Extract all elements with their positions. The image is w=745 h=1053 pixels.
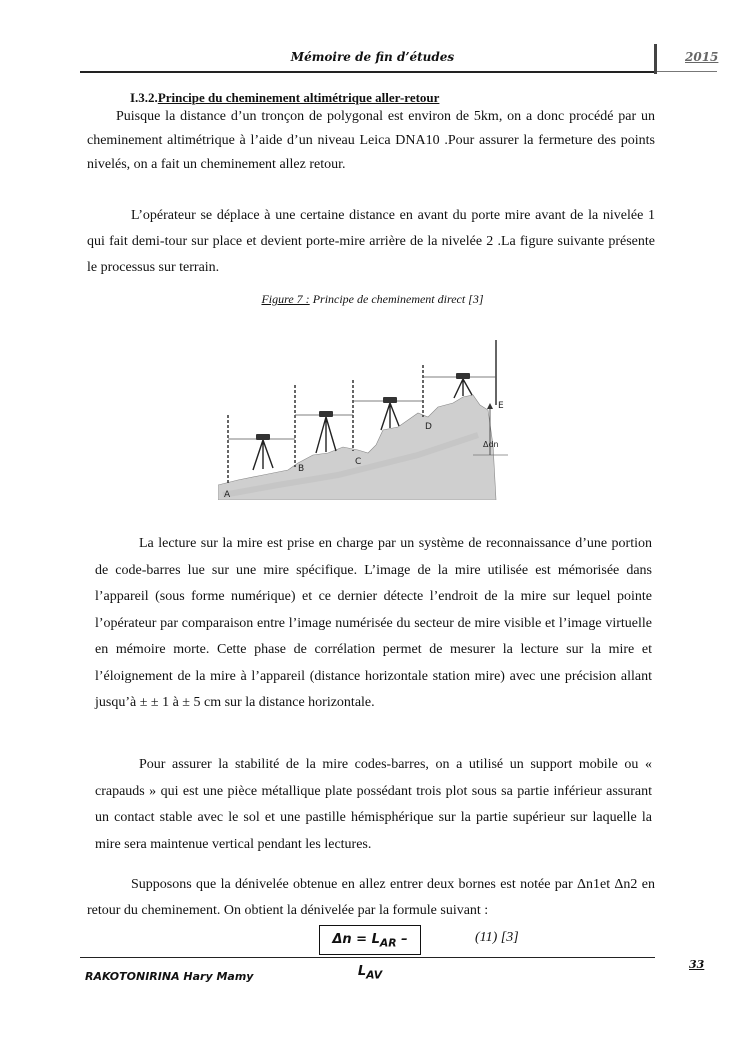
header-rule-right	[657, 71, 717, 72]
section-number: I.3.2.	[130, 90, 158, 105]
point-label-b: B	[298, 464, 305, 474]
figure-caption	[0, 292, 745, 307]
delta-label: Δdn	[483, 440, 499, 449]
section-heading	[130, 90, 439, 106]
figure-caption-text: Principe de cheminement direct [3]	[312, 292, 484, 306]
footer-rule	[80, 957, 655, 958]
formula-box	[319, 925, 421, 982]
header-divider	[654, 44, 657, 74]
section-title: Principe du cheminement altimétrique aller-retour	[157, 90, 440, 105]
paragraph-4: Pour assurer la stabilité de la mire codes-barres, on a utilisé un support mobile ou « crapauds » qui est une pièce métallique plate possédant trois plot sous sa partie inférieur assurant un contact stable avec le sol et une pastille hémisphérique sur la partie supérieur sur laquelle la mire sera maintenue vertical pendant les lectures.	[95, 757, 652, 852]
point-label-e: E	[498, 401, 504, 411]
point-label-c: C	[355, 457, 362, 467]
header-rule	[80, 71, 655, 73]
point-label-d: D	[425, 422, 432, 432]
paragraph-2: L’opérateur se déplace à une certaine distance en avant du porte mire avant de la nivelée 1 qui fait demi-tour sur place et devient porte-mire arrière de la nivelée 2 .La figure suivante présente le processus sur terrain.	[87, 208, 655, 275]
paragraph-1: Puisque la distance d’un tronçon de polygonal est environ de 5km, on a donc procédé par un cheminement altimétrique à l’aide d’un niveau Leica DNA10 .Pour assurer la fermeture des points nivelés, on a fait un cheminement allez retour.	[87, 109, 655, 172]
formula-sub-ar: AR	[379, 936, 397, 950]
formula-sub-av: AV	[366, 968, 383, 982]
paragraph-5: Supposons que la dénivelée obtenue en allez entrer deux bornes est notée par Δn1et Δn2 en retour du cheminement. On obtient la dénivelée par la formule suivant :	[87, 877, 655, 918]
figure-label: Figure 7 :	[261, 292, 310, 306]
header-year: 2015	[685, 50, 719, 64]
formula-minus: – L	[357, 932, 408, 979]
page-number: 33	[689, 958, 705, 971]
point-label-a: A	[224, 490, 231, 500]
formula-reference: (11) [3]	[475, 930, 519, 945]
formula-expr: Δn = L	[332, 932, 380, 947]
header-title: Mémoire de fin d’études	[290, 50, 455, 64]
paragraph-3: La lecture sur la mire est prise en charge par un système de reconnaissance d’une portion de code-barres lue sur une mire spécifique. L’image de la mire utilisée est mémorisée dans l’appareil (sous forme numérique) et ce dernier détecte l’endroit de la mire sur lequel pointe l’opérateur par comparaison entre l’image numérisée du secteur de mire visible et l’image virtuelle en mémoire morte. Cette phase de corrélation permet de mesurer la lecture sur la mire et l’éloignement de la mire à l’appareil (distance horizontale station mire) avec une précision allant jusqu’à ± ± 1 à ± 5 cm sur la distance horizontale.	[95, 536, 652, 710]
leveling-figure	[218, 335, 508, 500]
footer-author: RAKOTONIRINA Hary Mamy	[85, 970, 254, 983]
